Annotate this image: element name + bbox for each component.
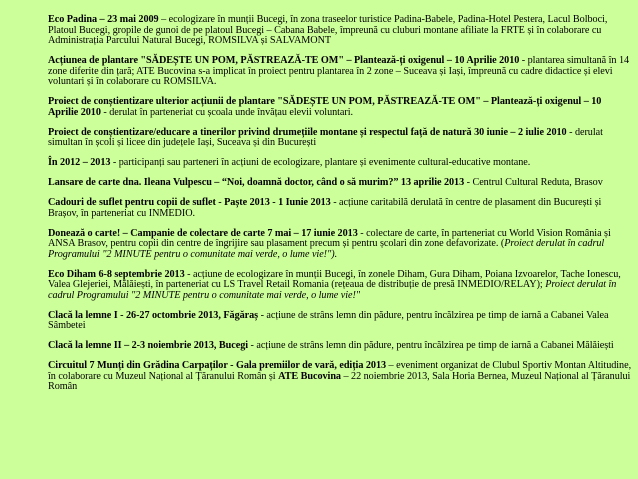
list-item (48, 56, 632, 88)
entry-title: Eco Diham 6-8 septembrie 2013 (48, 268, 185, 280)
entry-text: – eveniment organizat de Clubul Sportiv Montan Altitudine, în colaborare cu Muzeul Național al Țăranului Român și (48, 360, 632, 382)
list-item (48, 198, 632, 219)
entry-text: - participanți sau parteneri în acțiuni de ecologizare, plantare și evenimente cultural-educative montane. (110, 157, 531, 168)
list-item (48, 341, 632, 352)
entry-title: Donează o carte! – Campanie de colectare de carte 7 mai – 17 iunie 2013 (48, 227, 358, 239)
entry-text: - plantarea simultană în 14 zone diferite din țară; ATE Bucovina s-a implicat în proiect pentru plantarea în 2 zone – Suceava și Iași, împreună cu cadre didactice și elevi voluntari și în colaborare cu ROMSILVA. (48, 55, 630, 87)
list-item (48, 361, 632, 393)
entry-title: Cadouri de suflet pentru copii de suflet - Paște 2013 - 1 Iunie 2013 (48, 197, 331, 208)
entry-text: - acțiune de strâns lemn din pădure, pentru încălzirea pe timp de iarnă a Cabanei Valea Sâmbetei (48, 309, 609, 331)
list-item (48, 158, 632, 169)
entry-title: Eco Padina – 23 mai 2009 (48, 14, 159, 25)
entry-text: - acțiune de strâns lemn din pădure, pentru încălzirea pe timp de iarnă a Cabanei Mălăiești (248, 340, 614, 351)
entry-text: - derulat simultan în școli și licee din județele Iași, Suceava și din București (48, 126, 603, 148)
list-item (48, 270, 632, 302)
entry-title: În 2012 – 2013 (48, 157, 111, 168)
list-item (48, 97, 632, 118)
entry-text: - colectare de carte, în parteneriat cu World Vision România și ANSA Brasov, pentru copii din centre de îngrijire sau plasament precum și pentru școlari din zone defavorizate. ( (48, 227, 611, 249)
entry-title: Proiect de conștientizare ulterior acțiunii de plantare "SĂDEȘTE UN POM, PĂSTREAZĂ-TE OM" – Plantează-ți oxigenul – 10 Aprilie 2010 (48, 96, 602, 118)
entry-title: Clacă la lemne II – 2-3 noiembrie 2013, Bucegi (48, 340, 249, 351)
entry-text: - Centrul Cultural Reduta, Brasov (464, 177, 603, 188)
list-item (48, 15, 632, 47)
entry-text: - acțiune de ecologizare în munții Bucegi, în zonele Diham, Gura Diham, Poiana Izvoarelor, Tache Ionescu, Valea Glejeriei, Mălăiești, în parteneriat cu LS Travel Retail Romania (rețeaua de distribuție de presă INMEDIO/RELAY); (48, 268, 621, 290)
entry-title: Circuitul 7 Munți din Grădina Carpaților - Gala premiilor de vară, ediția 2013 (48, 360, 387, 371)
entry-title: Lansare de carte dna. Ileana Vulpescu – “Noi, doamnă doctor, când o să murim?” 13 aprilie 2013 (48, 177, 465, 188)
entry-partner: ATE Bucovina (278, 370, 341, 382)
entry-text: – ecologizare în munții Bucegi, în zona traseelor turistice Padina-Babele, Padina-Hotel Pestera, Lacul Bolboci, Platoul Bucegi, gropile de gunoi de pe platoul Bucegi – Cabana Babele, împreună cu cluburi montane afiliate la FRTE și în colaborare cu Administrația Parcului Natural Bucegi, ROMSILVA și SALVAMONT (48, 14, 608, 46)
list-item (48, 311, 632, 332)
entry-note: Proiect derulat în cadrul Programului "2 MINUTE pentru o comunitate mai verde, o lume vie!" (48, 279, 617, 301)
activity-list (48, 15, 632, 402)
entry-text: - derulat în parteneriat cu școala unde învățau elevii voluntari. (100, 106, 354, 118)
list-item (48, 178, 632, 189)
entry-note: Proiect derulat în cadrul Programului "2 MINUTE pentru o comunitate mai verde, o lume vie!"). (48, 238, 605, 260)
entry-text: - acțiune caritabilă derulată în centre de plasament din București și Brașov, în parteneriat cu INMEDIO. (48, 197, 602, 219)
list-item (48, 229, 632, 261)
entry-text-tail: – 22 noiembrie 2013, Sala Horia Bernea, Muzeul Național al Țăranului Român (48, 370, 631, 392)
entry-title: Clacă la lemne I - 26-27 octombrie 2013, Făgăraș (48, 309, 259, 321)
list-item (48, 128, 632, 149)
entry-title: Proiect de conștientizare/educare a tinerilor privind drumețiile montane și respectul față de natură 30 iunie – 2 iulie 2010 (48, 126, 567, 138)
entry-title: Acțiunea de plantare "SĂDEȘTE UN POM, PĂSTREAZĂ-TE OM" – Plantează-ți oxigenul – 10 Aprilie 2010 (48, 55, 520, 66)
